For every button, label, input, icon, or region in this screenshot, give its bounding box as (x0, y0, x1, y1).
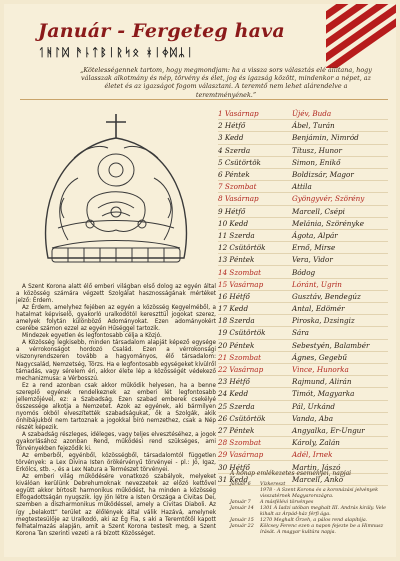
calendar-names: Sebestyén, Balambér (292, 340, 370, 350)
paragraph: Az emberből, egyénből, közösségből, társadalomtól független törvények: a Lex Divina Isten örökérvényű törvényei - pl.: Jó, Igaz, Erkölcs, stb. -, és a Lex Natura a Természet törvényei. (16, 453, 216, 474)
calendar-row (218, 449, 388, 461)
events-title: A hónap emlékezetes eseményei, napjai (230, 470, 352, 477)
calendar-names: Adél, Irnek (292, 450, 333, 460)
calendar-day: 26 Csütörtök (218, 413, 266, 423)
paragraph: Ez a rend azonban csak akkor működik helyesen, ha a benne szereplő egyének rendelkeznek az emberi lét legfontosabb jellemzőjével, ez: a Szabadság. Ezen szabad emberek csekélyé összessége alkotja a Nemzetet. Azok az egyének, aki bármilyen nyomós okból elveszítették szabadságukat, ők a Szolgák, akik önhibájukból nem tartoznak a jogokkal bíró nemzethez, csak a Nép részét képezik. (16, 382, 216, 431)
event-text: 1301 Á Iadzi utóban meghalt III. András király. Vele kihalt az Árpád-ház férfi ága. (260, 506, 386, 517)
events-list (230, 482, 390, 536)
calendar-names: Károly, Zalán (292, 438, 340, 448)
calendar-day: 23 Hétfő (218, 377, 250, 387)
holy-crown-drawing-icon (18, 108, 214, 278)
calendar-row (218, 401, 388, 413)
calendar-row (218, 266, 388, 278)
header-divider (20, 99, 388, 100)
calendar-row (218, 254, 388, 266)
event-item (230, 506, 390, 518)
paragraph: Az Érdem, amelyhez fejében az egyén a közösség Kegyelméből, a hatalmat képviselő, gyakorló uralkodótól kereszttül jogokat szerez, amelyek folytán különböző Adományokat. Ezen adományokért cserébe számon ezzel az egyén Hűséggel tartozik. (16, 305, 216, 333)
calendar-day: 10 Kedd (218, 218, 249, 228)
calendar-day: 6 Péntek (218, 170, 250, 180)
calendar-day: 22 Vasárnap (218, 365, 264, 375)
event-date: Január 14 (230, 506, 254, 511)
calendar-day: 21 Szombat (218, 352, 262, 362)
calendar-names: Gyöngyvér, Szörény (292, 194, 365, 204)
calendar-day: 27 Péntek (218, 425, 255, 435)
calendar-row (218, 206, 388, 218)
event-date: Január 6 (230, 482, 251, 487)
calendar-names: Timót, Magyarka (292, 389, 355, 399)
paragraph: A Szent Korona alatt élő emberi világban első dolog az egyén által a közösség számára végzett Szolgálat hasznosságának mértéket jelző: Érdem. (16, 284, 216, 305)
calendar-day: 5 Csütörtök (218, 157, 261, 167)
calendar-list (218, 108, 388, 486)
calendar-row (218, 315, 388, 327)
event-item (230, 524, 390, 536)
calendar-names: Vera, Vidor (292, 255, 333, 265)
event-date: Január 22 (230, 524, 254, 529)
calendar-day: 3 Kedd (218, 133, 244, 143)
calendar-names: Martin, Jászó (292, 462, 341, 472)
calendar-day: 29 Vasárnap (218, 450, 264, 460)
calendar-day: 17 Kedd (218, 304, 249, 314)
calendar-day: 16 Hétfő (218, 291, 250, 301)
calendar-row (218, 145, 388, 157)
calendar-day: 7 Szombat (218, 182, 257, 192)
calendar-day: 30 Hétfő (218, 462, 250, 472)
calendar-row (218, 291, 388, 303)
calendar-day: 20 Péntek (218, 340, 255, 350)
flag-stripes (326, 4, 396, 68)
calendar-row (218, 352, 388, 364)
calendar-names: Melánia, Szörényke (292, 218, 365, 228)
event-item (230, 488, 390, 500)
calendar-names: Ábel, Turán (292, 121, 335, 131)
page-title: Január - Fergeteg hava (38, 20, 285, 42)
calendar-names: Pál, Urkánd (292, 401, 336, 411)
event-date: Január 15 (230, 518, 254, 523)
calendar-row (218, 132, 388, 144)
calendar-names: Gusztáv, Bendegúz (292, 291, 361, 301)
calendar-names: Simon, Enikő (292, 157, 341, 167)
calendar-row (218, 193, 388, 205)
calendar-names: Benjámin, Nimród (292, 133, 359, 143)
calendar-day: 8 Vasárnap (218, 194, 259, 204)
event-date: Január 7 (230, 500, 251, 505)
calendar-row (218, 388, 388, 400)
body-text (16, 284, 216, 538)
quote-text: „Kötelességennek tartom, hogy megmondjam: ha a vissza sors választás elé állítana, hogy válasszak alkotmány és nép, törvény és élet, jog és igazság között, mindenkor a népet, az életet és az igazságot fogom választani. A teremtő nem lehet alárendelve a teremtményének.” (80, 66, 372, 99)
event-text: Kölcsey Ferenc ezen a napon fejezte be a Himnusz írását. A magyar kultúra napja. (260, 524, 384, 535)
calendar-row (218, 327, 388, 339)
calendar-names: Újév, Buda (292, 109, 332, 119)
event-date (230, 488, 260, 500)
calendar-row (218, 218, 388, 230)
event-text: Vízkereszt (260, 482, 286, 487)
calendar-day: 9 Hétfő (218, 206, 246, 216)
paragraph: A Közösség legkisebb, minden társadalom alapját képező egysége a vérrokonságot hordozó Család. Ezen a vérrokonsági viszonyrendszeren tovább a hagyományos, élő társadalom: Nagycsalád, Nemzetség, Törzs. Ha e legfontosabb egységeket kívülről támadás, vagy sérelem éri, akkor élete lép a közösségét védekező mechanizmusa: a Vérbosszú. (16, 340, 216, 382)
calendar-day: 25 Szerda (218, 401, 255, 411)
paragraph: Az emberi világ működésére vonatkozó szabályok, melyeket kiválóan kerülünk Debrehumoknak nevezzetek az előzó kettővel együtt akkor bírtosít harmonikus működést, ha minden a közösség Elfogadottságán nyugszik. Így jön létre a Isten Országa a Civitas Dei, szemben a diszharmonikus működéssel, amely a Civitas Diaboli. Az így „belakott” terület az élőlények által válik Hazává, amelynek megtestesülője az Uralkodó, aki az Ég Fia, s aki a Teremtőtől kapott felhatalmazás alapján, amit a Szent Korona testesít meg, a Szent Korona Tan szerinti vezeti a rá bízott Közösséget. (16, 474, 216, 537)
event-text: 1270 Meghalt Őrzeh, a pálos rend alapítója. (260, 518, 368, 523)
calendar-day: 13 Péntek (218, 255, 255, 265)
calendar-row (218, 157, 388, 169)
calendar-row (218, 108, 388, 120)
calendar-names: Angyalka, Er-Ungur (292, 425, 365, 435)
calendar-row (218, 425, 388, 437)
calendar-day: 12 Csütörtök (218, 243, 266, 253)
calendar-names: Ágnes, Gegebű (292, 352, 348, 362)
paragraph: Mindezek egyetlen és legfontosabb célja a Közjó. (22, 333, 162, 340)
calendar-day: 24 Kedd (218, 389, 249, 399)
calendar-names: Marcell, Csépi (292, 206, 345, 216)
calendar-row (218, 230, 388, 242)
calendar-row (218, 242, 388, 254)
calendar-names: Boldizsár, Magor (292, 170, 354, 180)
calendar-names: Ágota, Alpár (292, 230, 338, 240)
calendar-names: Lóránt, Ugrin (292, 279, 342, 289)
calendar-names: Sára (292, 328, 309, 338)
calendar-day: 4 Szerda (218, 145, 251, 155)
calendar-page (4, 4, 396, 557)
calendar-names: Marcell, Ankó (292, 474, 344, 484)
paragraph: A szabadság részleges, idéleges, vagy teljes elvesztéséhez, a jogok gyakorlásához azonban Rend, működési rend szükséges, ami Törvényekben fejeződik ki. (16, 431, 216, 453)
calendar-day: 19 Csütörtök (218, 328, 266, 338)
calendar-names: Vince, Hunorka (292, 365, 349, 375)
calendar-row (218, 181, 388, 193)
calendar-names: Títusz, Hunor (292, 145, 342, 155)
calendar-day: 18 Szerda (218, 316, 255, 326)
calendar-row (218, 279, 388, 291)
event-text: A másfélévi törvényes (260, 500, 314, 505)
calendar-day: 31 Kedd (218, 474, 249, 484)
calendar-names: Bódog (292, 267, 316, 277)
calendar-row (218, 169, 388, 181)
calendar-day: 1 Vasárnap (218, 109, 259, 119)
calendar-day: 14 Szombat (218, 267, 262, 277)
runic-title: ᛐᚻᛚᛞ ᚫᚿᛏᛒᛁᚱᛋᛟ ᚼᛁᛄᛞᛦᛁ (38, 46, 195, 59)
calendar-day: 15 Vasárnap (218, 279, 264, 289)
calendar-row (218, 303, 388, 315)
calendar-names: Vanda, Aba (292, 413, 333, 423)
calendar-row (218, 364, 388, 376)
calendar-row (218, 413, 388, 425)
calendar-names: Rajmund, Alirán (292, 377, 352, 387)
calendar-row (218, 376, 388, 388)
calendar-row (218, 120, 388, 132)
calendar-day: 11 Szerda (218, 230, 255, 240)
calendar-row (218, 437, 388, 449)
calendar-day: 2 Hétfő (218, 121, 246, 131)
calendar-day: 28 Szombat (218, 438, 262, 448)
calendar-names: Ernő, Mirse (292, 243, 336, 253)
calendar-row (218, 340, 388, 352)
event-text: 1978 - A Szent Korona és a koronázási jelvények visszatérnek Magyarországra. (260, 488, 379, 499)
calendar-names: Attila (292, 182, 312, 192)
calendar-names: Antal, Edömér (292, 304, 345, 314)
calendar-names: Piroska, Dzsingiz (292, 316, 355, 326)
